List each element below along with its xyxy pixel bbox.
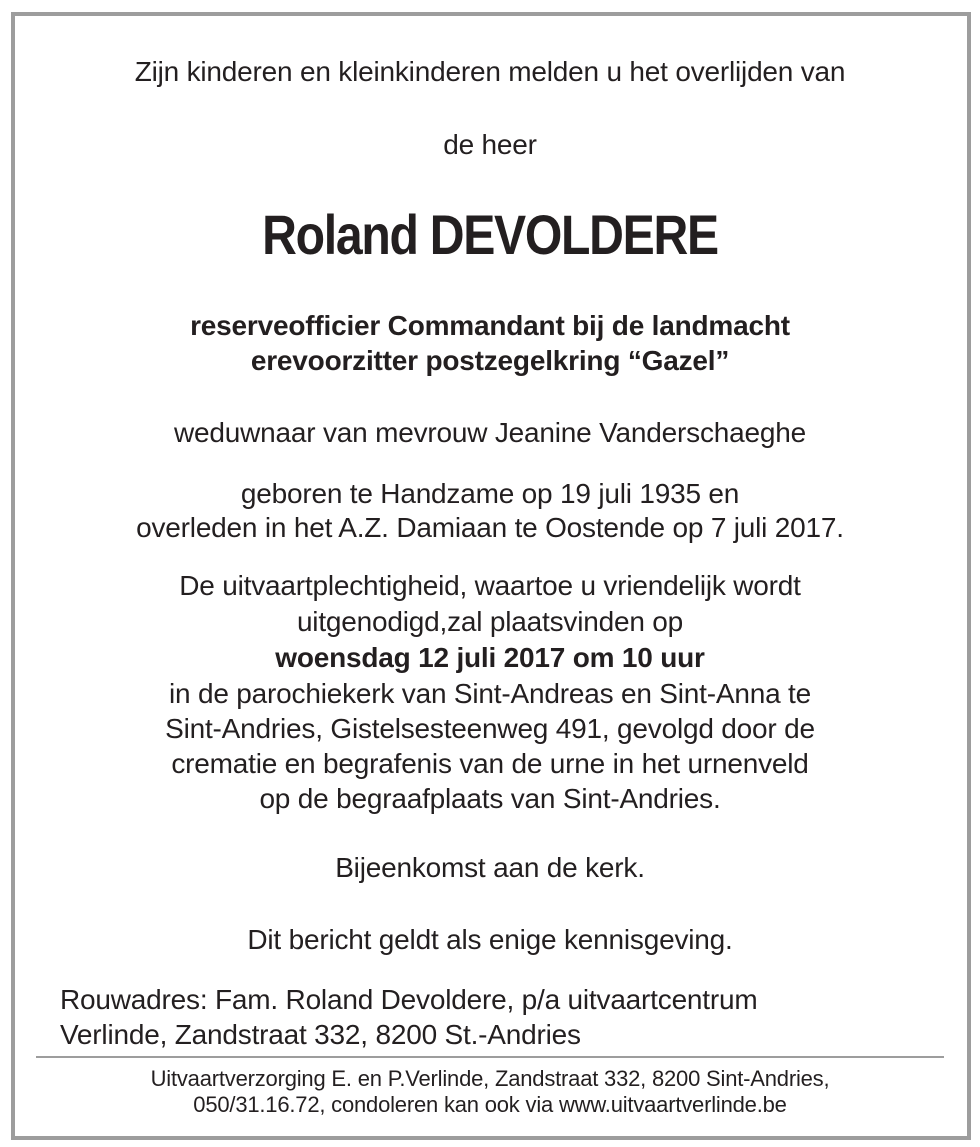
gathering-text: Bijeenkomst aan de kerk. bbox=[335, 852, 645, 883]
ceremony-line-5: crematie en begrafenis van de urne in het urnenveld bbox=[171, 748, 809, 779]
ceremony-line-2: uitgenodigd,zal plaatsvinden op bbox=[296, 606, 684, 637]
ceremony-line-6: op de begraafplaats van Sint-Andries. bbox=[259, 783, 721, 814]
footer-divider bbox=[36, 1056, 944, 1058]
mourning-address-line-1: Rouwadres: Fam. Roland Devoldere, p/a uitvaartcentrum bbox=[60, 984, 758, 1015]
footer-line-2: 050/31.16.72, condoleren kan ook via www.uitvaartverlinde.be bbox=[193, 1092, 787, 1117]
footer-line-1: Uitvaartverzorging E. en P.Verlinde, Zandstraat 332, 8200 Sint-Andries, bbox=[150, 1066, 830, 1091]
only-notice-text: Dit bericht geldt als enige kennisgeving. bbox=[247, 924, 733, 955]
title-prefix: de heer bbox=[443, 129, 537, 160]
ceremony-line-4: Sint-Andries, Gistelsesteenweg 491, gevolgd door de bbox=[165, 713, 815, 744]
deceased-name: Roland DEVOLDERE bbox=[262, 203, 718, 266]
ceremony-line-1: De uitvaartplechtigheid, waartoe u vriendelijk wordt bbox=[179, 570, 801, 601]
widower-text: weduwnaar van mevrouw Jeanine Vanderschaeghe bbox=[174, 417, 806, 448]
function-stamp-club: erevoorzitter postzegelkring “Gazel” bbox=[250, 345, 730, 376]
mourning-address-line-2: Verlinde, Zandstraat 332, 8200 St.-Andries bbox=[60, 1019, 581, 1050]
ceremony-line-3: in de parochiekerk van Sint-Andreas en Sint-Anna te bbox=[169, 678, 811, 709]
function-military: reserveofficier Commandant bij de landmacht bbox=[190, 310, 790, 341]
intro-text: Zijn kinderen en kleinkinderen melden u het overlijden van bbox=[134, 56, 846, 87]
birth-text: geboren te Handzame op 19 juli 1935 en bbox=[240, 478, 740, 509]
death-text: overleden in het A.Z. Damiaan te Oostende op 7 juli 2017. bbox=[136, 512, 844, 543]
ceremony-date-time: woensdag 12 juli 2017 om 10 uur bbox=[275, 642, 705, 673]
